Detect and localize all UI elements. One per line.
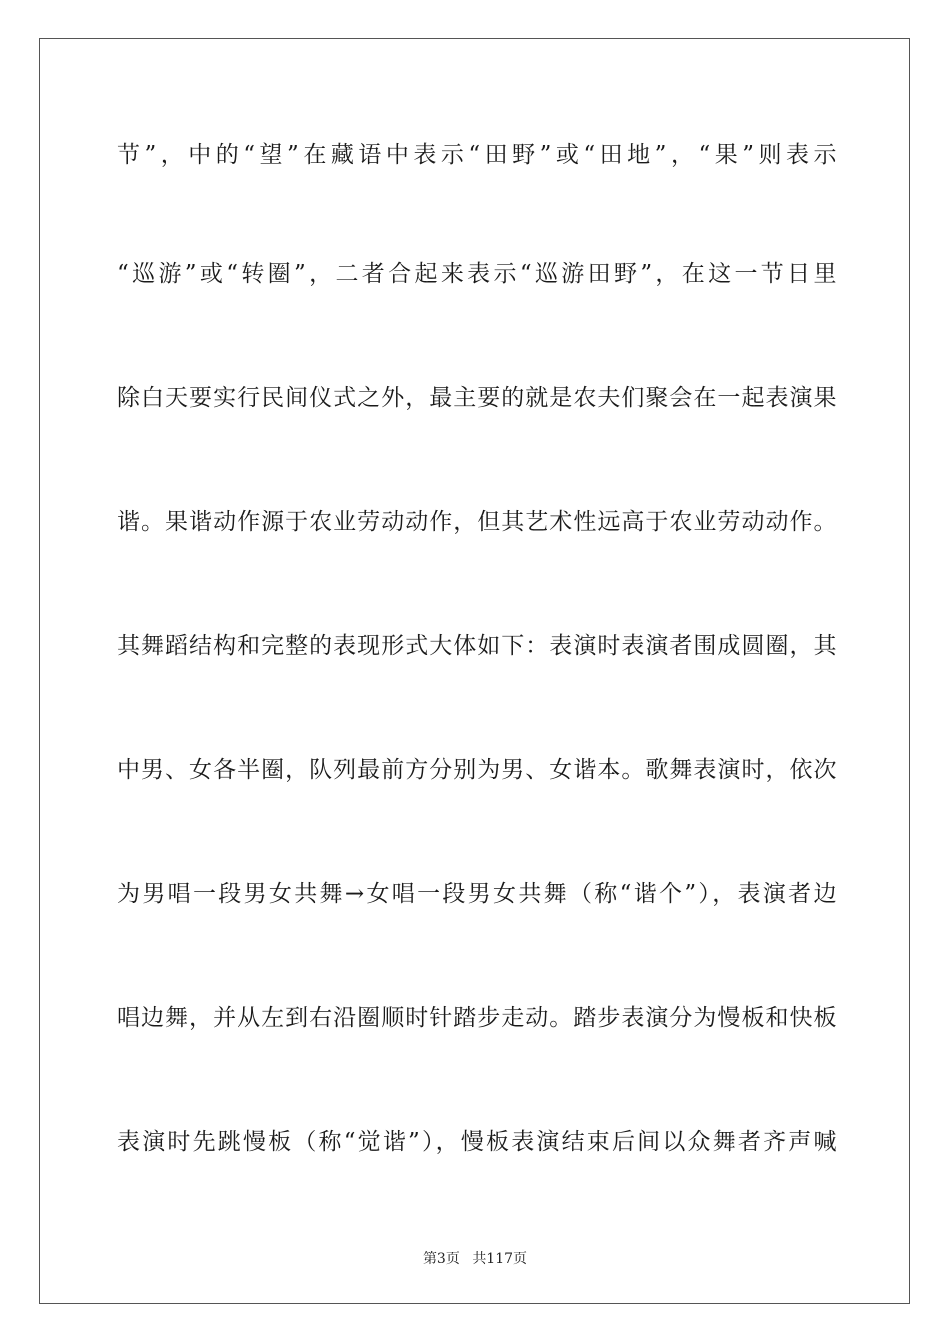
text-line-1: 节”，中的“望”在藏语中表示“田野”或“田地”，“果”则表示: [117, 142, 837, 168]
page-total: 共117页: [472, 1251, 528, 1267]
text-line-2: “巡游”或“转圈”，二者合起来表示“巡游田野”，在这一节日里: [117, 261, 837, 287]
page-footer: [0, 1248, 950, 1268]
text-line-6: 中男、女各半圈，队列最前方分别为男、女谐本。歌舞表演时，依次: [117, 757, 837, 783]
text-line-3: 除白天要实行民间仪式之外，最主要的就是农夫们聚会在一起表演果: [117, 385, 837, 411]
text-line-5: 其舞蹈结构和完整的表现形式大体如下：表演时表演者围成圆圈，其: [117, 633, 837, 659]
text-line-7: 为男唱一段男女共舞→女唱一段男女共舞（称“谐个”），表演者边: [117, 881, 837, 907]
page-number: 第3页: [422, 1251, 460, 1267]
page-border: [39, 38, 910, 1304]
text-line-4: 谐。果谐动作源于农业劳动动作，但其艺术性远高于农业劳动动作。: [117, 509, 837, 535]
text-line-9: 表演时先跳慢板（称“觉谐”），慢板表演结束后间以众舞者齐声喊: [117, 1129, 837, 1155]
text-line-8: 唱边舞，并从左到右沿圈顺时针踏步走动。踏步表演分为慢板和快板: [117, 1005, 837, 1031]
